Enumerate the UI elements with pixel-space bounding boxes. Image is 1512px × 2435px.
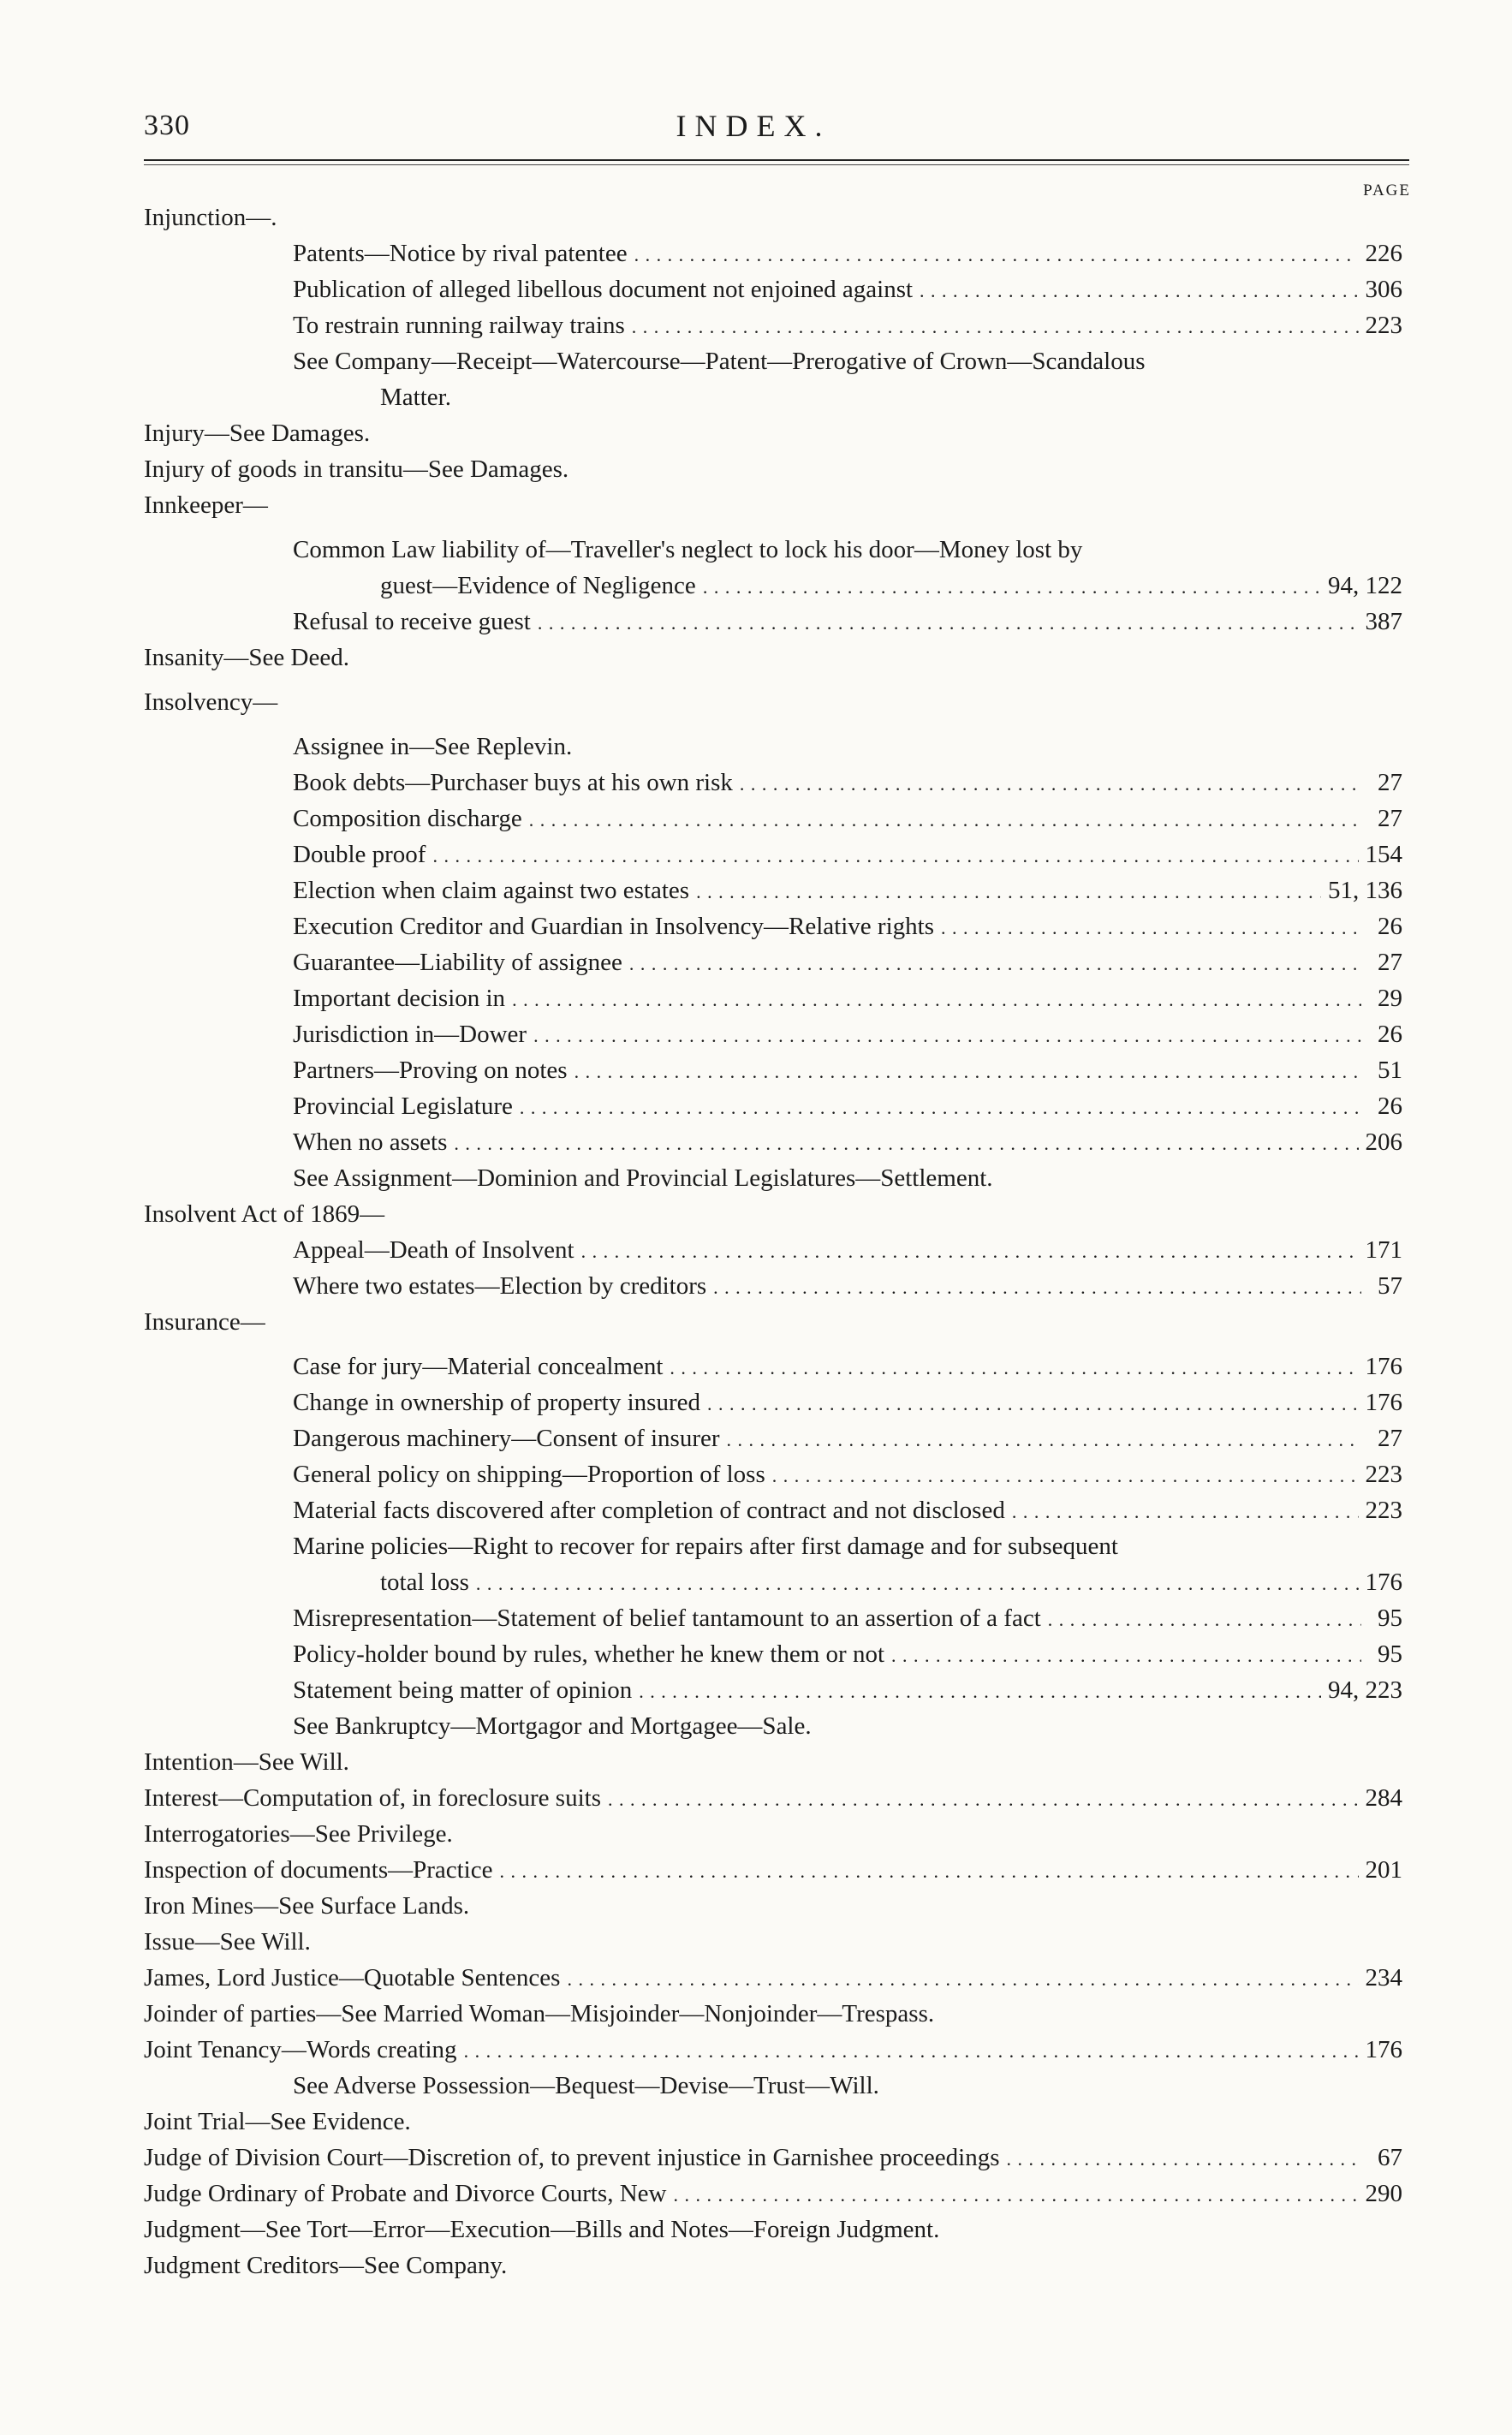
dot-leader: [740, 769, 1361, 797]
entry-text: Partners—Proving on notes: [293, 1057, 568, 1084]
entry-page-ref: 171: [1365, 1236, 1402, 1264]
entry-page-ref: 223: [1365, 1461, 1402, 1488]
index-entry: [144, 1892, 1402, 1928]
entry-text: Patents—Notice by rival patentee: [293, 240, 628, 267]
entry-page-ref: 67: [1378, 2144, 1402, 2171]
entry-text: Statement being matter of opinion: [293, 1676, 633, 1704]
entry-page-ref: 94, 223: [1328, 1676, 1402, 1704]
dot-leader: [703, 572, 1321, 600]
index-entry: [144, 572, 1402, 608]
entry-text: Refusal to receive guest: [293, 608, 531, 635]
entry-text: Important decision in: [293, 985, 506, 1012]
dot-leader: [454, 1128, 1358, 1157]
index-entry: [144, 2036, 1402, 2072]
entry-page-ref: 27: [1378, 769, 1402, 796]
index-entry: [144, 2072, 1402, 2108]
entry-text: See Adverse Possession—Bequest—Devise—Trust—Will.: [293, 2072, 879, 2099]
index-entry: [144, 240, 1402, 276]
dot-leader: [941, 913, 1361, 941]
entry-text: Interrogatories—See Privilege.: [144, 1820, 453, 1848]
entry-text: Double proof: [293, 841, 426, 868]
page-number: 330: [144, 110, 190, 141]
dot-leader: [696, 877, 1321, 905]
entry-page-ref: 201: [1365, 1856, 1402, 1884]
entry-page-ref: 57: [1378, 1272, 1402, 1300]
entry-page-ref: 234: [1365, 1964, 1402, 1991]
index-entry: [144, 805, 1402, 841]
entry-page-ref: 226: [1365, 240, 1402, 267]
index-entry: [144, 2108, 1402, 2144]
index-entry: [144, 688, 1402, 724]
dot-leader: [920, 276, 1358, 304]
entry-text: Judgment—See Tort—Error—Execution—Bills and Notes—Foreign Judgment.: [144, 2216, 940, 2243]
index-entry: [144, 1425, 1402, 1461]
dot-leader: [533, 1021, 1361, 1049]
page-title: INDEX.: [676, 109, 831, 143]
entry-page-ref: 95: [1378, 1640, 1402, 1668]
dot-leader: [639, 1676, 1321, 1705]
dot-leader: [512, 985, 1361, 1013]
index-entry: [144, 2252, 1402, 2288]
entry-page-ref: 306: [1365, 276, 1402, 303]
entry-text: guest—Evidence of Negligence: [380, 572, 696, 599]
dot-leader: [772, 1461, 1359, 1489]
entry-text: Insolvency—: [144, 688, 278, 716]
entry-text: See Company—Receipt—Watercourse—Patent—Prerogative of Crown—Scandalous: [293, 348, 1146, 375]
entry-page-ref: 206: [1365, 1128, 1402, 1156]
index-entry: [144, 1128, 1402, 1164]
entry-text: Provincial Legislature: [293, 1092, 513, 1120]
dot-leader: [476, 1569, 1359, 1597]
entry-text: Injunction—.: [144, 204, 277, 231]
entry-text: Issue—See Will.: [144, 1928, 311, 1956]
dot-leader: [608, 1784, 1359, 1813]
index-entry: [144, 1057, 1402, 1092]
index-entry: [144, 1308, 1402, 1344]
entry-text: Jurisdiction in—Dower: [293, 1021, 527, 1048]
index-entry: [144, 2144, 1402, 2180]
dot-leader: [500, 1856, 1359, 1884]
index-entry: [144, 312, 1402, 348]
entry-text: Joint Trial—See Evidence.: [144, 2108, 411, 2135]
entry-page-ref: 26: [1378, 1092, 1402, 1120]
entry-page-ref: 27: [1378, 1425, 1402, 1452]
index-entry: [144, 2216, 1402, 2252]
entry-page-ref: 29: [1378, 985, 1402, 1012]
dot-leader: [629, 949, 1361, 977]
entry-text: Inspection of documents—Practice: [144, 1856, 493, 1884]
dot-leader: [891, 1640, 1361, 1669]
index-entry: [144, 420, 1402, 455]
index-entry: [144, 384, 1402, 420]
entry-text: Interest—Computation of, in foreclosure suits: [144, 1784, 601, 1812]
dot-leader: [634, 240, 1359, 268]
entry-text: Insanity—See Deed.: [144, 644, 349, 671]
page-column-label: PAGE: [1363, 182, 1411, 199]
dot-leader: [520, 1092, 1361, 1121]
index-entry: [144, 733, 1402, 769]
entry-text: Book debts—Purchaser buys at his own risk: [293, 769, 733, 796]
entry-page-ref: 94, 122: [1328, 572, 1402, 599]
entry-page-ref: 27: [1378, 949, 1402, 976]
dot-leader: [713, 1272, 1361, 1301]
entry-text: Matter.: [380, 384, 451, 411]
entry-text: Marine policies—Right to recover for repairs after first damage and for subsequent: [293, 1533, 1118, 1560]
entry-text: Injury—See Damages.: [144, 420, 371, 447]
entry-text: Judgment Creditors—See Company.: [144, 2252, 508, 2279]
entry-text: To restrain running railway trains: [293, 312, 625, 339]
entry-page-ref: 223: [1365, 312, 1402, 339]
entry-text: Injury of goods in transitu—See Damages.: [144, 455, 569, 483]
index-entry: [144, 1389, 1402, 1425]
index-entry: [144, 455, 1402, 491]
dot-leader: [581, 1236, 1359, 1265]
index-entry: [144, 1200, 1402, 1236]
entry-text: Election when claim against two estates: [293, 877, 690, 904]
entry-page-ref: 51, 136: [1328, 877, 1402, 904]
index-entry: [144, 913, 1402, 949]
dot-leader: [727, 1425, 1361, 1453]
index-entry: [144, 1353, 1402, 1389]
index-entry: [144, 1856, 1402, 1892]
index-entry: [144, 1820, 1402, 1856]
index-entry: [144, 1569, 1402, 1604]
entry-text: Iron Mines—See Surface Lands.: [144, 1892, 470, 1920]
entry-page-ref: 26: [1378, 913, 1402, 940]
index-entry: [144, 1092, 1402, 1128]
entry-text: Change in ownership of property insured: [293, 1389, 700, 1416]
index-entry: [144, 276, 1402, 312]
index-entry: [144, 877, 1402, 913]
index-entry: [144, 536, 1402, 572]
index-entry: [144, 985, 1402, 1021]
dot-leader: [567, 1964, 1358, 1992]
index-entry: [144, 1676, 1402, 1712]
index-entry: [144, 1497, 1402, 1533]
entry-page-ref: 176: [1365, 2036, 1402, 2063]
index-entry: [144, 1164, 1402, 1200]
header-rule: [144, 159, 1409, 161]
entry-text: Judge of Division Court—Discretion of, to prevent injustice in Garnishee proceedings: [144, 2144, 1000, 2171]
entry-page-ref: 176: [1365, 1389, 1402, 1416]
entry-page-ref: 95: [1378, 1604, 1402, 1632]
entry-text: total loss: [380, 1569, 469, 1596]
entry-text: Publication of alleged libellous document not enjoined against: [293, 276, 914, 303]
index-entry: [144, 1021, 1402, 1057]
entry-text: Assignee in—See Replevin.: [293, 733, 573, 760]
dot-leader: [632, 312, 1359, 340]
dot-leader: [673, 2180, 1358, 2208]
entry-text: Dangerous machinery—Consent of insurer: [293, 1425, 720, 1452]
index-entry: [144, 949, 1402, 985]
index-entry: [144, 1712, 1402, 1748]
entry-text: Execution Creditor and Guardian in Insolvency—Relative rights: [293, 913, 934, 940]
index-entry: [144, 2000, 1402, 2036]
header-rule-thin: [144, 164, 1409, 165]
index-entry: [144, 1236, 1402, 1272]
index-entry: [144, 1640, 1402, 1676]
entry-text: Common Law liability of—Traveller's neglect to lock his door—Money lost by: [293, 536, 1083, 563]
dot-leader: [464, 2036, 1359, 2064]
entry-page-ref: 176: [1365, 1353, 1402, 1380]
entry-page-ref: 27: [1378, 805, 1402, 832]
dot-leader: [1048, 1604, 1361, 1633]
index-entry: [144, 841, 1402, 877]
index-entry: [144, 2180, 1402, 2216]
index-entry: [144, 1748, 1402, 1784]
entry-text: Innkeeper—: [144, 491, 268, 519]
index-entries: [144, 204, 1402, 2288]
index-entry: [144, 1928, 1402, 1964]
entry-text: Intention—See Will.: [144, 1748, 349, 1776]
entry-text: Insurance—: [144, 1308, 265, 1336]
dot-leader: [1006, 2144, 1361, 2172]
dot-leader: [432, 841, 1358, 869]
index-entry: [144, 1604, 1402, 1640]
entry-text: Composition discharge: [293, 805, 522, 832]
entry-text: Joinder of parties—See Married Woman—Misjoinder—Nonjoinder—Trespass.: [144, 2000, 935, 2027]
entry-text: See Assignment—Dominion and Provincial Legislatures—Settlement.: [293, 1164, 993, 1192]
dot-leader: [529, 805, 1361, 833]
entry-text: Insolvent Act of 1869—: [144, 1200, 385, 1228]
index-entry: [144, 1533, 1402, 1569]
entry-text: Misrepresentation—Statement of belief tantamount to an assertion of a fact: [293, 1604, 1041, 1632]
entry-text: Guarantee—Liability of assignee: [293, 949, 622, 976]
entry-page-ref: 284: [1365, 1784, 1402, 1812]
index-entry: [144, 204, 1402, 240]
index-entry: [144, 644, 1402, 680]
index-entry: [144, 1272, 1402, 1308]
dot-leader: [707, 1389, 1359, 1417]
entry-page-ref: 154: [1365, 841, 1402, 868]
entry-text: See Bankruptcy—Mortgagor and Mortgagee—Sale.: [293, 1712, 812, 1740]
entry-text: Case for jury—Material concealment: [293, 1353, 664, 1380]
index-entry: [144, 1461, 1402, 1497]
index-entry: [144, 769, 1402, 805]
entry-page-ref: 290: [1365, 2180, 1402, 2207]
entry-text: When no assets: [293, 1128, 448, 1156]
index-entry: [144, 1964, 1402, 2000]
index-entry: [144, 1784, 1402, 1820]
entry-page-ref: 387: [1365, 608, 1402, 635]
entry-text: Policy-holder bound by rules, whether he knew them or not: [293, 1640, 885, 1668]
index-entry: [144, 491, 1402, 527]
dot-leader: [670, 1353, 1358, 1381]
entry-text: Where two estates—Election by creditors: [293, 1272, 707, 1300]
entry-text: Joint Tenancy—Words creating: [144, 2036, 457, 2063]
dot-leader: [538, 608, 1359, 636]
entry-page-ref: 51: [1378, 1057, 1402, 1084]
entry-page-ref: 26: [1378, 1021, 1402, 1048]
entry-text: Judge Ordinary of Probate and Divorce Courts, New: [144, 2180, 667, 2207]
index-entry: [144, 348, 1402, 384]
entry-text: Appeal—Death of Insolvent: [293, 1236, 574, 1264]
entry-text: General policy on shipping—Proportion of loss: [293, 1461, 765, 1488]
entry-page-ref: 176: [1365, 1569, 1402, 1596]
entry-text: Material facts discovered after completion of contract and not disclosed: [293, 1497, 1005, 1524]
dot-leader: [1012, 1497, 1359, 1525]
index-entry: [144, 608, 1402, 644]
entry-page-ref: 223: [1365, 1497, 1402, 1524]
dot-leader: [574, 1057, 1361, 1085]
entry-text: James, Lord Justice—Quotable Sentences: [144, 1964, 561, 1991]
